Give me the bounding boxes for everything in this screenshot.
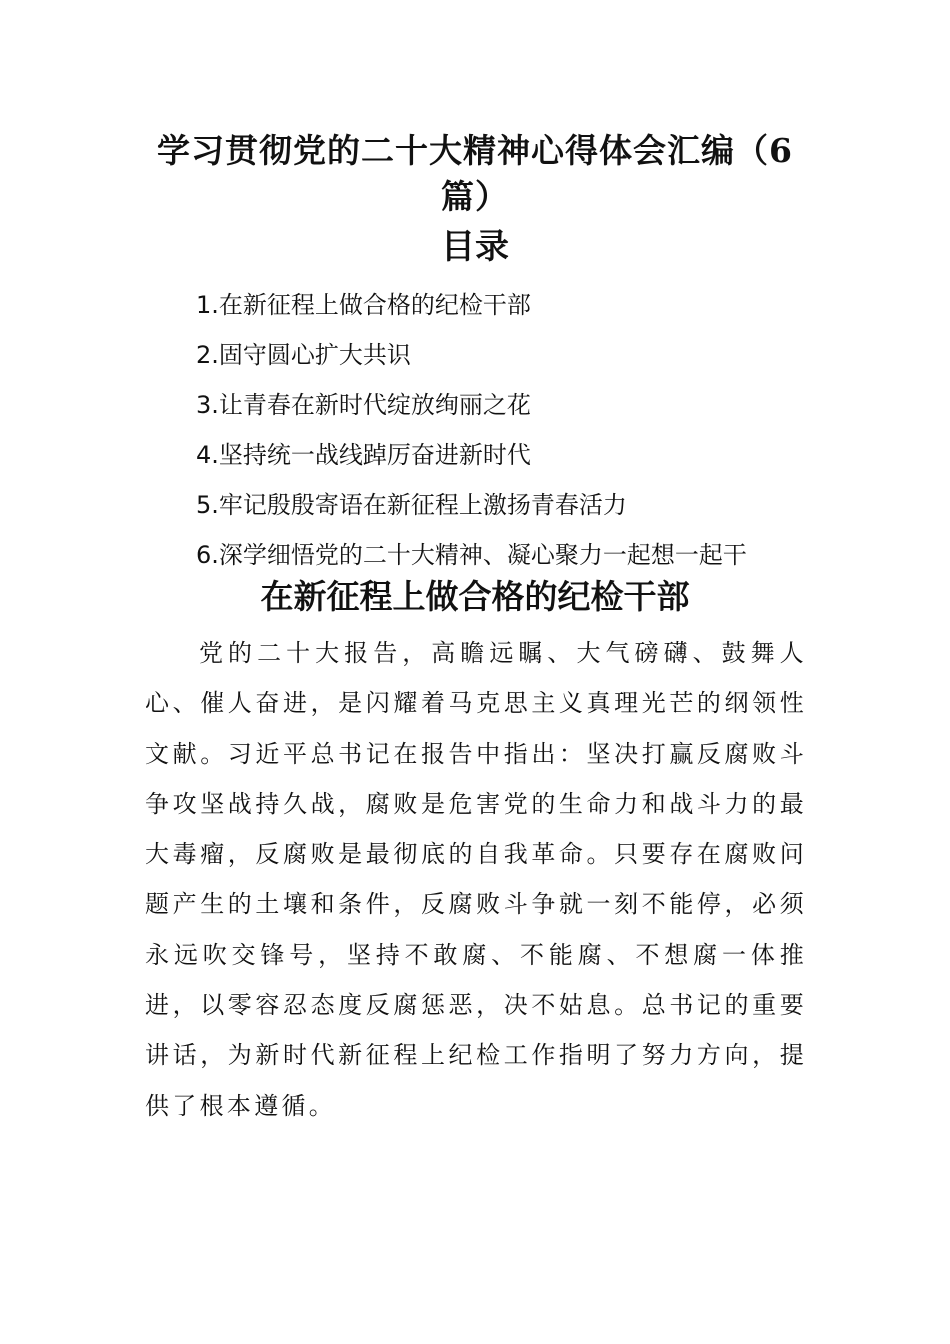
toc-item-1: 1.在新征程上做合格的纪检干部	[196, 291, 531, 319]
toc-heading: 目录	[441, 227, 509, 267]
section-title: 在新征程上做合格的纪检干部	[260, 577, 690, 616]
table-of-contents	[196, 280, 836, 580]
toc-item-5: 5.牢记殷殷寄语在新征程上激扬青春活力	[196, 491, 627, 519]
toc-item-3: 3.让青春在新时代绽放绚丽之花	[196, 391, 531, 419]
body-paragraph: 党的二十大报告，高瞻远瞩、大气磅礴、鼓舞人心、催人奋进，是闪耀着马克思主义真理光芒的纲领性文献。习近平总书记在报告中指出：坚决打赢反腐败斗争攻坚战持久战，腐败是危害党的生命力和战斗力的最大毒瘤，反腐败是最彻底的自我革命。只要存在腐败问题产生的土壤和条件，反腐败斗争就一刻不能停，必须永远吹交锋号，坚持不敢腐、不能腐、不想腐一体推进，以零容忍态度反腐惩恶，决不姑息。总书记的重要讲话，为新时代新征程上纪检工作指明了努力方向，提供了根本遵循。	[145, 639, 807, 1120]
toc-item-2: 2.固守圆心扩大共识	[196, 341, 411, 369]
document-title: 学习贯彻党的二十大精神心得体会汇编（6篇）	[157, 131, 793, 216]
toc-item-6: 6.深学细悟党的二十大精神、凝心聚力一起想一起干	[196, 541, 747, 569]
toc-item-4: 4.坚持统一战线踔厉奋进新时代	[196, 441, 531, 469]
